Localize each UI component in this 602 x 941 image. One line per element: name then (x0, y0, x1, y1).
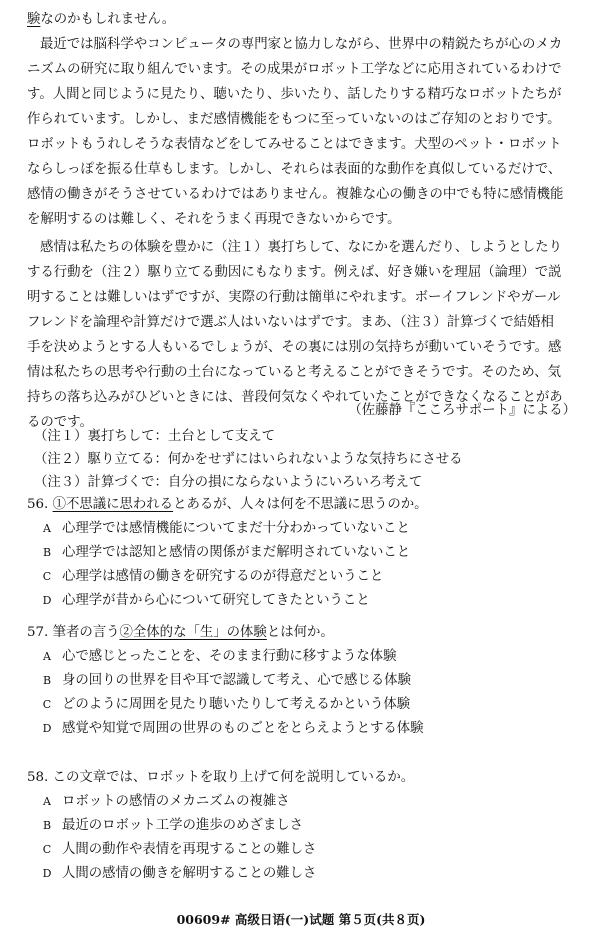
note-1: （注１）裏打ちして：土台として支えて (34, 429, 276, 444)
p3-line-2: する行動を（注２）駆り立てる動因にもなります。例えば、好き嫌いを理屈（論理）で説 (27, 265, 562, 280)
p2-line-3: す。人間と同じように見たり、聴いたり、歩いたり、話したりする精巧なロボットたちが (27, 87, 562, 102)
question-58-stem (27, 768, 575, 788)
option-text: 心理学では認知と感情の関係がまだ解明されていないこと (62, 545, 411, 560)
p3-line-1: 感情は私たちの体験を豊かに（注１）裏打ちして、なにかを選んだり、しようとしたり (40, 240, 562, 255)
page-footer: 00609# 高级日语(一)试题 第５页(共８页) (176, 912, 426, 927)
underlined-kanji: 験 (27, 12, 41, 27)
option-letter: C (42, 570, 52, 583)
p3-line-3: 明することは難しいはずですが、実際の行動は簡単にやれます。ボーイフレンドやガール (27, 290, 561, 305)
question-underlined-phrase: ②全体的な「生」の体験 (119, 625, 267, 640)
question-pre: 筆者の言う (52, 625, 120, 640)
option-text: 最近のロボット工学の進歩のめざましさ (62, 818, 304, 833)
option-text: 心理学では感情機能についてまだ十分わかっていないこと (62, 521, 410, 536)
option-letter: D (42, 594, 52, 607)
option-letter: C (42, 698, 52, 711)
question-number: 57. (27, 625, 49, 640)
p3-line-5: 手を決めようとする人もいるでしょうが、その裏には別の気持ちが動いていそうです。感 (27, 340, 562, 355)
option-letter: B (42, 819, 52, 832)
p2-line-5: ロボットもうれしそうな表情などをしてみせることはできます。犬型のペット・ロボット (27, 137, 562, 152)
note-3: （注３）計算づくで：自分の損にならないようにいろいろ考えて (34, 475, 423, 490)
question-56-stem (27, 495, 575, 515)
option-text: 心で感じとったことを、そのまま行動に移すような体験 (62, 649, 397, 664)
option-letter: B (42, 674, 52, 687)
option-text: ロボットの感情のメカニズムの複雑さ (62, 794, 290, 809)
source-attribution: （佐藤静『こころサポート』による） (348, 403, 576, 418)
option-letter: D (42, 722, 52, 735)
option-letter: A (43, 522, 51, 535)
p2-line-2: ニズムの研究に取り組んでいます。その成果がロボット工学などに応用されているわけで (27, 62, 562, 77)
question-pre: この文章では、ロボットを取り上げて何を説明しているか。 (52, 770, 415, 785)
option-letter: A (43, 795, 51, 808)
option-letter: A (43, 650, 51, 663)
option-letter: B (42, 546, 52, 559)
first-line-rest: なのかもしれません。 (40, 12, 176, 27)
question-post: とあるが、人々は何を不思議に思うのか。 (173, 497, 428, 512)
option-text: 心理学は感情の働きを研究するのが得意だということ (62, 569, 384, 584)
p2-line-8: を解明するのは難しく、それをうまく再現できないからです。 (27, 212, 401, 227)
option-letter: D (42, 867, 52, 880)
question-number: 56. (27, 497, 49, 512)
p3-line-6: 情は私たちの思考や行動の土台になっていると考えることができそうです。そのため、気 (27, 365, 562, 380)
option-text: どのように周囲を見たり聴いたりして考えるかという体験 (62, 697, 411, 712)
option-text: 身の回りの世界を目や耳で認識して考え、心で感じる体験 (62, 673, 411, 688)
option-text: 感覚や知覚で周囲の世界のものごとをとらえようとする体験 (62, 721, 424, 736)
p3-line-8: るのです。 (27, 415, 93, 430)
note-2: （注２）駆り立てる：何かをせずにはいられないような気持ちにさせる (34, 452, 463, 467)
question-underlined-phrase: ①不思議に思われる (52, 497, 174, 512)
p2-line-1: 最近では脳科学やコンピュータの専門家と協力しながら、世界中の精鋭たちが心のメカ (40, 37, 563, 52)
passage-first-line (27, 10, 575, 30)
option-text: 心理学が昔から心について研究してきたということ (62, 593, 370, 608)
p2-line-6: ならしっぽを振る仕草もします。しかし、それらは表面的な動作を真似しているだけで、 (27, 162, 562, 177)
p3-line-7: 持ちの落ち込みがひどいときには、普段何気なくやれていたことができなくなることがあ (27, 390, 563, 405)
p2-line-4: 作られています。しかし、まだ感情機能をもつに至っていないのはご存知のとおりです。 (27, 112, 561, 127)
question-number: 58. (27, 770, 49, 785)
question-57-stem (27, 623, 575, 643)
option-text: 人間の動作や表情を再現することの難しさ (62, 842, 317, 857)
p2-line-7: 感情の働きがそうさせているわけではありません。複雑な心の働きの中でも特に感情機能 (27, 187, 564, 202)
question-post: とは何か。 (266, 625, 334, 640)
option-letter: C (42, 843, 52, 856)
p3-line-4: フレンドを論理や計算だけで選ぶ人はいないはずです。まあ、（注３）計算づくで結婚相 (27, 315, 554, 330)
option-text: 人間の感情の働きを解明することの難しさ (62, 866, 317, 881)
